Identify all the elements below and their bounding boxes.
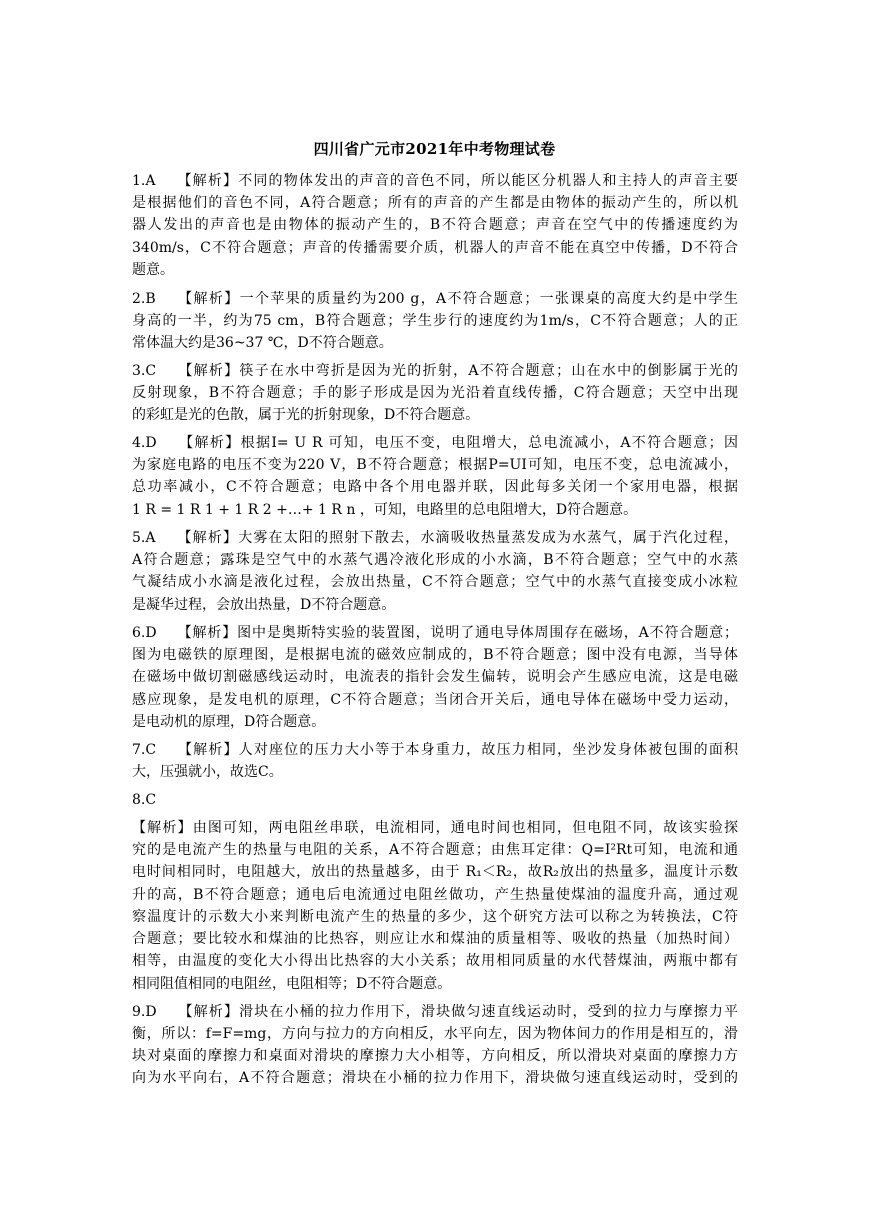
text-line: 察温度计的示数大小来判断电流产生的热量的多少，这个研究方法可以称之为转换法，C符 bbox=[132, 909, 738, 925]
text-line: 合题意；要比较水和煤油的比热容，则应让水和煤油的质量相等、吸收的热量（加热时间） bbox=[132, 931, 738, 947]
text-line: 是根据他们的音色不同，A符合题意；所有的声音的产生都是由物体的振动产生的，所以机 bbox=[132, 195, 738, 211]
text-line: 题意。 bbox=[132, 262, 174, 278]
text-line: 5.A 【解析】大雾在太阳的照射下散去，水滴吸收热量蒸发成为水蒸气，属于汽化过程， bbox=[132, 530, 738, 546]
text-line: 升的高，B不符合题意；通电后电流通过电阻丝做功，产生热量使煤油的温度升高，通过观 bbox=[132, 887, 738, 903]
text-line: 6.D 【解析】图中是奥斯特实验的装置图，说明了通电导体周围存在磁场，A不符合题意； bbox=[132, 625, 738, 641]
text-line: 相同阻值相同的电阻丝，电阻相等；D不符合题意。 bbox=[132, 976, 452, 992]
text-line: 1.A 【解析】不同的物体发出的声音的音色不同，所以能区分机器人和主持人的声音主要 bbox=[132, 173, 738, 189]
text-line: 2.B 【解析】一个苹果的质量约为200 g，A不符合题意；一张课桌的高度大约是中学生 bbox=[132, 291, 738, 307]
text-line: 常体温大约是36~37 ℃，D不符合题意。 bbox=[132, 335, 393, 351]
text-line: 总功率减小，C不符合题意；电路中各个用电器并联，因此每多关闭一个家用电器，根据 bbox=[132, 479, 738, 495]
text-line: 器人发出的声音也是由物体的振动产生的，B不符合题意；声音在空气中的传播速度约为 bbox=[132, 217, 738, 233]
text-line: 是凝华过程，会放出热量，D不符合题意。 bbox=[132, 597, 396, 613]
text-line: 电时间相同时，电阻越大，放出的热量越多，由于 R₁＜R₂，故R₂放出的热量多，温度计示数 bbox=[132, 864, 738, 880]
text-line: 相等，由温度的变化大小得出比热容的大小关系；故用相同质量的水代替煤油，两瓶中都有 bbox=[132, 953, 738, 969]
text-line: 为家庭电路的电压不变为220 V，B不符合题意；根据P=UI可知，电压不变，总电流减小， bbox=[132, 457, 738, 473]
text-line: 大，压强就小，故选C。 bbox=[132, 764, 283, 780]
text-line: 向为水平向右，A不符合题意；滑块在小桶的拉力作用下，滑块做匀速直线运动时，受到的 bbox=[132, 1070, 738, 1086]
text-line: 究的是电流产生的热量与电阻的关系，A不符合题意；由焦耳定律：Q=I²Rt可知，电流和通 bbox=[132, 842, 738, 858]
text-line: 气凝结成小水滴是液化过程，会放出热量，C不符合题意；空气中的水蒸气直接变成小冰粒 bbox=[132, 574, 738, 590]
document-title: 四川省广元市2021年中考物理试卷 bbox=[313, 140, 556, 158]
text-line: 图为电磁铁的原理图，是根据电流的磁效应制成的，B不符合题意；图中没有电源，当导体 bbox=[132, 647, 738, 663]
text-line: 的彩虹是光的色散，属于光的折射现象，D不符合题意。 bbox=[132, 407, 480, 423]
text-line: 【解析】由图可知，两电阻丝串联，电流相同，通电时间也相同，但电阻不同，故该实验探 bbox=[132, 820, 738, 836]
text-line: 7.C 【解析】人对座位的压力大小等于本身重力，故压力相同，坐沙发身体被包围的面积 bbox=[132, 742, 738, 758]
text-line: 身高的一半，约为75 cm，B符合题意；学生步行的速度约为1m/s，C不符合题意；人的正 bbox=[132, 313, 738, 329]
text-line: 9.D 【解析】滑块在小桶的拉力作用下，滑块做匀速直线运动时，受到的拉力与摩擦力平 bbox=[132, 1004, 738, 1020]
text-line: A符合题意；露珠是空气中的水蒸气遇冷液化形成的小水滴，B不符合题意；空气中的水蒸 bbox=[132, 552, 738, 568]
text-line: 是电动机的原理，D符合题意。 bbox=[132, 714, 326, 730]
text-line: 衡，所以：f=F=mg，方向与拉力的方向相反，水平向左，因为物体间力的作用是相互的，滑 bbox=[132, 1026, 738, 1042]
formula-line: 1 R = 1 R 1 + 1 R 2 +…+ 1 R n ，可知，电路里的总电阻增大，D符合题意。 bbox=[132, 502, 638, 518]
text-line: 反射现象，B不符合题意；手的影子形成是因为光沿着直线传播，C符合题意；天空中出现 bbox=[132, 385, 738, 401]
text-line: 4.D 【解析】根据I= U R 可知，电压不变，电阻增大，总电流减小，A不符合题意；因 bbox=[132, 435, 738, 451]
text-line: 8.C bbox=[132, 792, 157, 808]
text-line: 块对桌面的摩擦力和桌面对滑块的摩擦力大小相等，方向相反，所以滑块对桌面的摩擦力方 bbox=[132, 1048, 738, 1064]
text-line: 3.C 【解析】筷子在水中弯折是因为光的折射，A不符合题意；山在水中的倒影属于光的 bbox=[132, 363, 738, 379]
text-line: 感应现象，是发电机的原理，C不符合题意；当闭合开关后，通电导体在磁场中受力运动， bbox=[132, 692, 738, 708]
text-line: 在磁场中做切割磁感线运动时，电流表的指针会发生偏转，说明会产生感应电流，这是电磁 bbox=[132, 669, 738, 685]
text-line: 340m/s，C不符合题意；声音的传播需要介质，机器人的声音不能在真空中传播，D不符合 bbox=[132, 240, 738, 256]
